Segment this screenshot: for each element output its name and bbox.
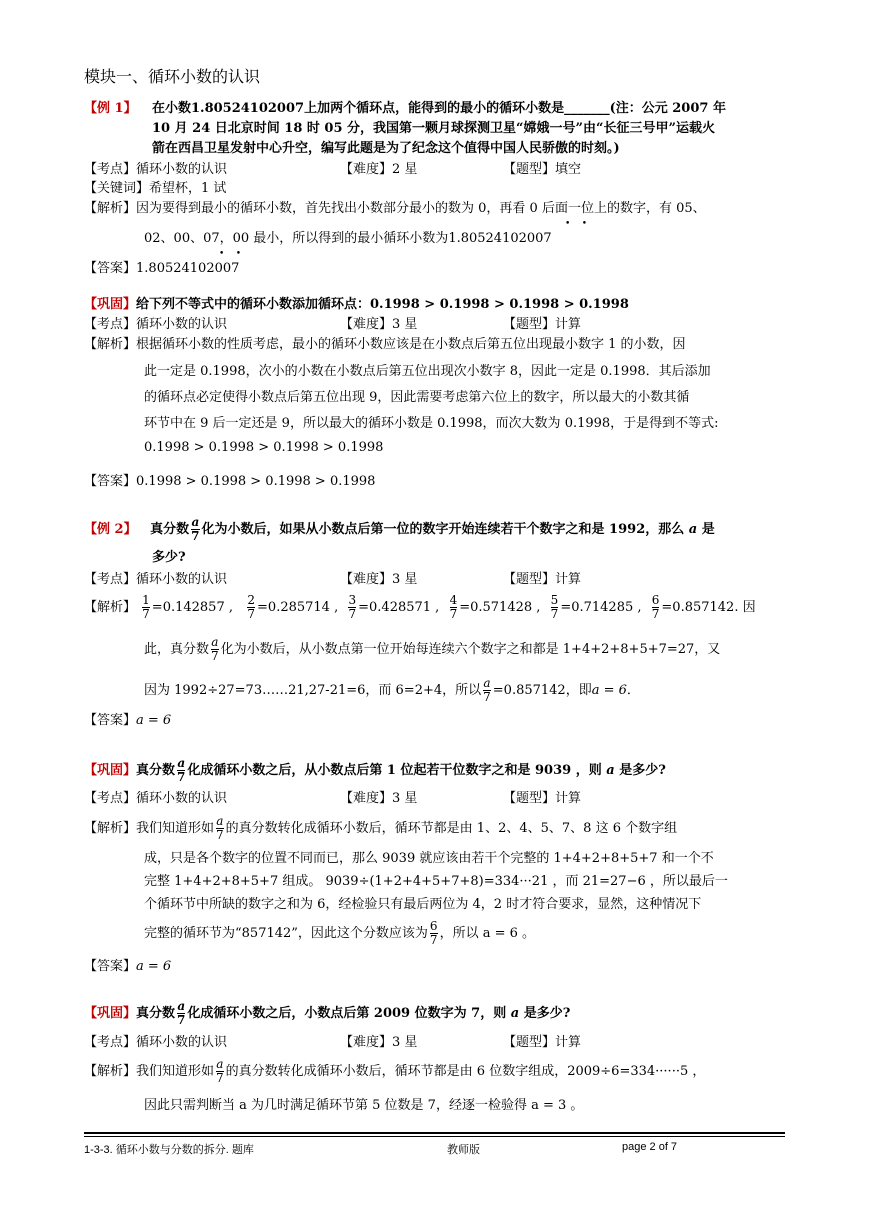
consolidation-3-question: 【巩固】真分数 $\frac{a}{7}$ 化成循环小数之后，小数点后第 2009 位数字为 7，则 a 是多少? (84, 999, 571, 1027)
footer-center: 教师版 (447, 1144, 480, 1156)
example-2-answer: 【答案】a = 6 (84, 713, 172, 728)
example-2-difficulty: 【难度】3 星 (340, 572, 418, 587)
fraction-4-7: $\frac{4}{7}$ (449, 593, 458, 621)
example-1-tag: 【例 1】 (84, 101, 137, 116)
fraction-6-7: $\frac{6}{7}$ (651, 593, 660, 621)
consolidation-1-analysis-line-5: 0.1998 > 0.1998 > 0.1998 > 0.1998 (144, 440, 384, 455)
footer-left: 1-3-3. 循环小数与分数的拆分. 题库 (84, 1144, 254, 1156)
example-2-analysis-line-2: 此，真分数 $\frac{a}{7}$ 化为小数后，从小数点第一位开始每连续六个数字之和都是 1+4+2+8+5+7=27，又 (144, 635, 721, 663)
example-1-analysis-line-2: 02、00、07，00 最小，所以得到的最小循环小数为1.80524102007 (144, 231, 552, 246)
consolidation-2-kaodian: 【考点】循环小数的认识 (84, 791, 228, 806)
example-2-question-line-2: 多少? (152, 550, 186, 565)
consolidation-3-kaodian: 【考点】循环小数的认识 (84, 1035, 228, 1050)
footer-page-number: page 2 of 7 (622, 1141, 678, 1153)
footer-rule-thin (84, 1136, 785, 1137)
example-1-answer: 【答案】1.80524102007 (84, 261, 240, 276)
consolidation-2-analysis-line-4: 个循环节中所缺的数字之和为 6，经检验只有最后两位为 4，2 时才符合要求，显然，这种情况下 (144, 897, 702, 912)
fraction-1-7: $\frac{1}{7}$ (142, 593, 150, 621)
consolidation-2-analysis-line-5: 完整的循环节为“857142”，因此这个分数应该为 $\frac{6}{7}$ ，所以 a = 6 。 (144, 919, 536, 947)
example-1-question-line-1: 在小数1.80524102007上加两个循环点，能得到的最小的循环小数是_______(注：公元 2007 年 (152, 101, 726, 116)
consolidation-2-difficulty: 【难度】3 星 (340, 791, 418, 806)
example-2-kaodian: 【考点】循环小数的认识 (84, 572, 228, 587)
fraction-5-7: $\frac{5}{7}$ (550, 593, 559, 621)
consolidation-1-analysis-line-2: 此一定是 0.1998，次小的小数在小数点后第五位出现次小数字 8，因此一定是 0.1998．其后添加 (144, 364, 711, 379)
consolidation-2-question: 【巩固】真分数 $\frac{a}{7}$ 化成循环小数之后，从小数点后第 1 位起若干位数字之和是 9039 ，则 a 是多少? (84, 756, 666, 784)
example-2-analysis-line-1: 【解析】 $\frac{1}{7}$ =0.142857 , $\frac{2}{7}$ =0.285714 , $\frac{3}{7}$ =0.428571 , $\frac{4}{7}$ =0.571428 , $\frac{5}{7}$ =0.714285 , $\frac{6}{7}$ =0.857142. 因 (84, 593, 756, 621)
consolidation-3-difficulty: 【难度】3 星 (340, 1035, 418, 1050)
consolidation-1-type: 【题型】计算 (503, 317, 582, 332)
fraction-2-7: $\frac{2}{7}$ (247, 593, 256, 621)
consolidation-1-difficulty: 【难度】3 星 (340, 317, 418, 332)
consolidation-1-answer: 【答案】0.1998 > 0.1998 > 0.1998 > 0.1998 (84, 474, 376, 489)
consolidation-3-analysis-line-1: 【解析】我们知道形如 $\frac{a}{7}$ 的真分数转化成循环小数后，循环节都是由 6 位数字组成，2009÷6=334······5 ， (84, 1057, 706, 1085)
consolidation-2-answer: 【答案】a = 6 (84, 959, 172, 974)
repeating-decimal: 1.80524102007 (448, 231, 552, 246)
module-title: 模块一、循环小数的认识 (84, 67, 261, 86)
repeat-dot-marks: • • (565, 219, 588, 229)
consolidation-1-kaodian: 【考点】循环小数的认识 (84, 317, 228, 332)
example-2-analysis-line-3: 因为 1992÷27=73……21,27-21=6，而 6=2+4，所以 $\frac{a}{7}$ =0.857142，即a = 6． (144, 676, 640, 704)
example-1-type: 【题型】填空 (503, 162, 582, 177)
consolidation-1-analysis-line-3: 的循环点必定使得小数点后第五位出现 9，因此需要考虑第六位上的数字，所以最大的小数其循 (144, 390, 690, 405)
example-2-type: 【题型】计算 (503, 572, 582, 587)
consolidation-3-analysis-line-2: 因此只需判断当 a 为几时满足循环节第 5 位数是 7，经逐一检验得 a = 3 。 (144, 1098, 584, 1113)
footer-rule-thick (84, 1132, 785, 1134)
consolidation-1-analysis-line-1: 【解析】根据循环小数的性质考虑，最小的循环小数应该是在小数点后第五位出现最小数字 1 的小数，因 (84, 337, 686, 352)
example-1-question-line-3: 箭在西昌卫星发射中心升空，编写此题是为了纪念这个值得中国人民骄傲的时刻。) (152, 141, 620, 156)
example-1-question-line-2: 10 月 24 日北京时间 18 时 05 分，我国第一颗月球探测卫星“嫦娥一号”由“长征三号甲”运载火 (152, 121, 715, 136)
consolidation-2-analysis-line-3: 完整 1+4+2+8+5+7 组成。 9039÷(1+2+4+5+7+8)=334···21 ，而 21=27−6 ，所以最后一 (144, 874, 728, 889)
consolidation-2-type: 【题型】计算 (503, 791, 582, 806)
fraction-a-over-7: $\frac{a}{7}$ (191, 515, 200, 543)
example-1-analysis-line-1: 【解析】因为要得到最小的循环小数，首先找出小数部分最小的数为 0，再看 0 后面一位上的数字，有 05、 (84, 201, 706, 216)
example-1-keywords: 【关键词】希望杯，1 试 (84, 181, 227, 196)
example-2-question-line-1: 【例 2】 真分数 $\frac{a}{7}$ 化为小数后，如果从小数点后第一位的数字开始连续若干个数字之和是 1992，那么 a 是 (84, 515, 715, 543)
example-1-kaodian: 【考点】循环小数的认识 (84, 162, 228, 177)
example-1-difficulty: 【难度】2 星 (340, 162, 418, 177)
fraction-3-7: $\frac{3}{7}$ (348, 593, 357, 621)
consolidation-3-type: 【题型】计算 (503, 1035, 582, 1050)
repeat-dot-marks: • • (219, 249, 242, 259)
consolidation-1-analysis-line-4: 环节中在 9 后一定还是 9，所以最大的循环小数是 0.1998，而次大数为 0.1998，于是得到不等式: (144, 416, 719, 431)
consolidation-1-question: 【巩固】给下列不等式中的循环小数添加循环点：0.1998 > 0.1998 > 0.1998 > 0.1998 (84, 297, 629, 312)
consolidation-2-analysis-line-2: 成，只是各个数字的位置不同而已，那么 9039 就应该由若干个完整的 1+4+2+8+5+7 和一个不 (144, 851, 714, 866)
consolidation-2-analysis-line-1: 【解析】我们知道形如 $\frac{a}{7}$ 的真分数转化成循环小数后，循环节都是由 1、2、4、5、7、8 这 6 个数字组 (84, 814, 678, 842)
